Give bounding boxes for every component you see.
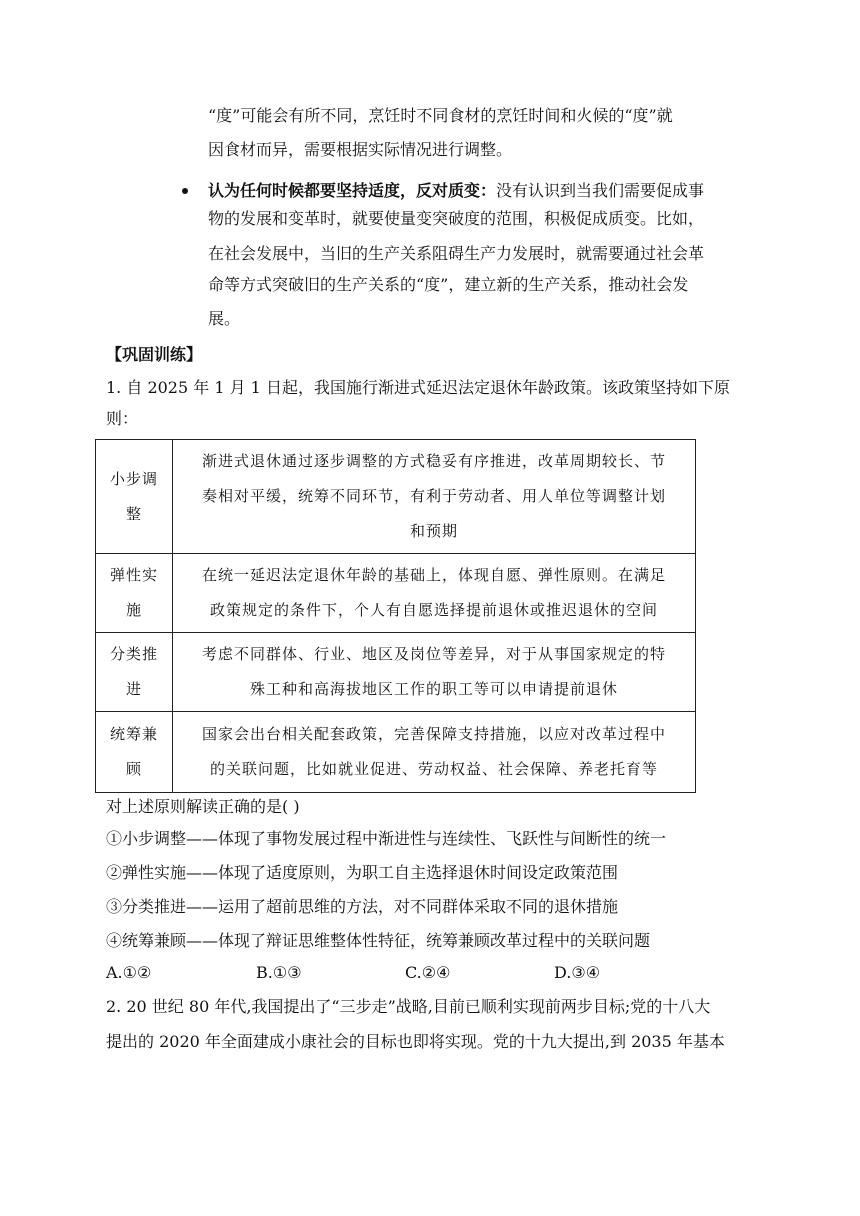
section-title: 【巩固训练】 bbox=[106, 345, 203, 364]
table-cell-head: 弹性实 施 bbox=[96, 554, 173, 633]
bullet-icon bbox=[182, 188, 188, 194]
q1-item-4: ④统筹兼顾——体现了辩证思维整体性特征，统筹兼顾改革过程中的关联问题 bbox=[106, 931, 651, 950]
q2-line-2: 提出的 2020 年全面建成小康社会的目标也即将实现。党的十九大提出,到 2035 年基本 bbox=[106, 1032, 725, 1051]
q1-item-2: ②弹性实施——体现了适度原则，为职工自主选择退休时间设定政策范围 bbox=[106, 863, 619, 882]
option-c: C.②④ bbox=[405, 963, 451, 982]
bullet-line-4: 命等方式突破旧的生产关系的“度”，建立新的生产关系，推动社会发 bbox=[208, 275, 689, 294]
principles-table bbox=[95, 439, 696, 793]
table-cell-head: 小步调 整 bbox=[96, 440, 173, 554]
table-cell-body: 考虑不同群体、行业、地区及岗位等差异，对于从事国家规定的特 殊工种和高海拔地区工作的职工等可以申请提前退休 bbox=[173, 633, 696, 712]
q1-line-1: 1. 自 2025 年 1 月 1 日起，我国施行渐进式延迟法定退休年龄政策。该政策坚持如下原 bbox=[106, 378, 730, 397]
bullet-line-1-rest: 没有认识到当我们需要促成事 bbox=[496, 181, 705, 200]
q1-item-3: ③分类推进——运用了超前思维的方法，对不同群体采取不同的退休措施 bbox=[106, 897, 619, 916]
table-row bbox=[96, 712, 696, 793]
table-cell-head: 分类推 进 bbox=[96, 633, 173, 712]
table-cell-body: 渐进式退休通过逐步调整的方式稳妥有序推进，改革周期较长、节 奏相对平缓，统筹不同环节，有利于劳动者、用人单位等调整计划 和预期 bbox=[173, 440, 696, 554]
table-cell-body: 国家会出台相关配套政策，完善保障支持措施，以应对改革过程中 的关联问题，比如就业促进、劳动权益、社会保障、养老托育等 bbox=[173, 712, 696, 793]
table-cell-head: 统筹兼 顾 bbox=[96, 712, 173, 793]
continuation-line-2: 因食材而异，需要根据实际情况进行调整。 bbox=[208, 140, 513, 159]
table-cell-body: 在统一延迟法定退休年龄的基础上，体现自愿、弹性原则。在满足 政策规定的条件下，个人有自愿选择提前退休或推迟退休的空间 bbox=[173, 554, 696, 633]
q1-line-2: 则： bbox=[106, 409, 139, 428]
bullet-bold-lead: 认为任何时候都要坚持适度，反对质变： bbox=[208, 181, 497, 200]
table-row bbox=[96, 554, 696, 633]
option-b: B.①③ bbox=[256, 963, 302, 982]
bullet-line-5: 展。 bbox=[208, 309, 241, 328]
continuation-line-1: “度”可能会有所不同，烹饪时不同食材的烹饪时间和火候的“度”就 bbox=[208, 106, 673, 125]
bullet-line-2: 物的发展和变革时，就要使量变突破度的范围，积极促成质变。比如， bbox=[208, 209, 705, 228]
option-d: D.③④ bbox=[554, 963, 601, 982]
option-a: A.①② bbox=[106, 963, 152, 982]
q2-line-1: 2. 20 世纪 80 年代,我国提出了“三步走”战略,目前已顺利实现前两步目标;党的十八大 bbox=[106, 997, 711, 1016]
q1-stem: 对上述原则解读正确的是( ) bbox=[106, 797, 300, 816]
q1-item-1: ①小步调整——体现了事物发展过程中渐进性与连续性、飞跃性与间断性的统一 bbox=[106, 829, 667, 848]
bullet-line-3: 在社会发展中，当旧的生产关系阻碍生产力发展时，就需要通过社会革 bbox=[208, 244, 705, 263]
table-row bbox=[96, 633, 696, 712]
table-row bbox=[96, 440, 696, 554]
